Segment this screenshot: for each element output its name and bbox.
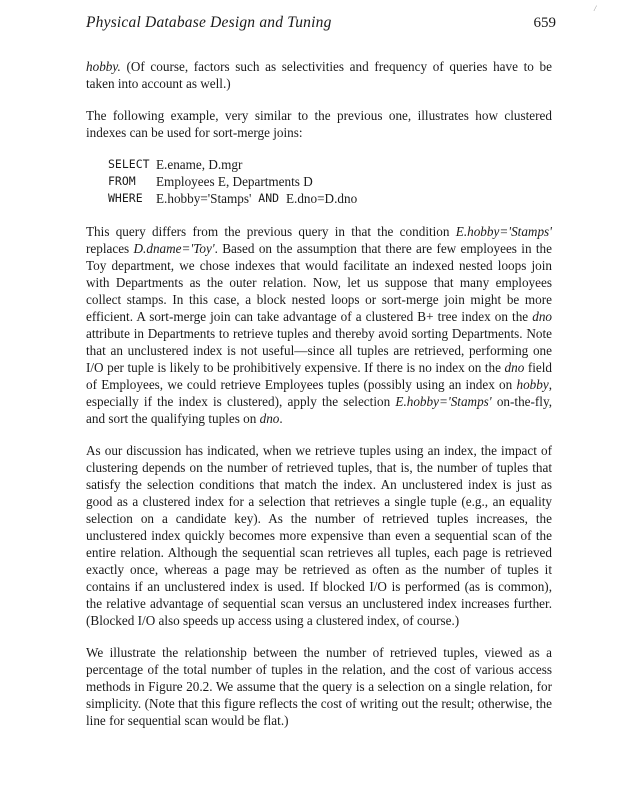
page-body [86,58,552,744]
discussion-text-3: . Based on the assumption that there are few employees in the Toy department, we chose indexes that would facilitate an indexed nested loops join with Departments as the outer relation. Now, let us suppose that many employees collect stamps. In this case, a block nested loops or sort-merge join might be more efficient. A sort-merge join can take advantage of a clustered B+ tree index on the [86,241,552,324]
intro-text: (Of course, factors such as selectivities and frequency of queries have to be taken into account as well.) [86,59,552,91]
paragraph-figure-reference: We illustrate the relationship between the number of retrieved tuples, viewed as a percentage of the total number of tuples in the relation, and the cost of various access methods in Figure 20.2. We assume that the query is a selection on a single relation, for simplicity. (Note that this figure reflects the cost of writing out the result; otherwise, the line for sequential scan would be flat.) [86,645,552,728]
discussion-text-1: This query differs from the previous query in that the condition [86,224,456,239]
discussion-emphasis-5: hobby [516,377,549,392]
discussion-emphasis-6: E.hobby='Stamps' [395,394,492,409]
sql-where-condition-1: E.hobby='Stamps' [156,191,252,206]
discussion-emphasis-2: D.dname='Toy' [133,241,215,256]
sql-select-value: E.ename, D.mgr [156,157,243,172]
discussion-text-6: , especially if the index is clustered), apply the selection [86,377,552,409]
sql-and-keyword: AND [251,191,286,205]
running-header [86,14,556,32]
discussion-text-7: on-the-fly, and sort the qualifying tuples on [86,394,552,426]
sql-where-row [108,190,552,207]
discussion-text-2: replaces [86,241,134,256]
sql-from-row [108,173,552,190]
sql-query-block [108,156,552,207]
discussion-text-4: attribute in Departments to retrieve tuples and thereby avoid sorting Departments. Note that an unclustered index is not useful—since all tuples are retrieved, performing one I/O per tuple is likely to be prohibitively expensive. If there is no index on the [86,326,552,375]
paragraph-intro [86,58,552,92]
margin-mark: / [594,4,597,13]
sql-select-keyword: SELECT [108,157,150,171]
sql-from-value: Employees E, Departments D [156,174,313,189]
paragraph-discussion [86,223,552,427]
paragraph-clustering: As our discussion has indicated, when we retrieve tuples using an index, the impact of clustering depends on the number of retrieved tuples, that is, the number of tuples that satisfy the selection conditions that match the index. An unclustered index is just as good as a clustered index for a selection that retrieves a single tuple (e.g., an equality selection on a candidate key). As the number of retrieved tuples increases, the unclustered index quickly becomes more expensive than even a sequential scan of the entire relation. Although the sequential scan retrieves all tuples, each page is retrieved exactly once, whereas a page may be retrieved as often as the number of tuples it contains if an unclustered index is used. If blocked I/O is performed (as is common), the relative advantage of sequential scan versus an unclustered index increases further. (Blocked I/O also speeds up access using a clustered index, of course.) [86,443,552,628]
sql-where-condition-2: E.dno=D.dno [285,191,358,206]
page-number: 659 [533,15,556,31]
sql-select-row [108,156,552,173]
discussion-text-5: field of Employees, we could retrieve Employees tuples (possibly using an index on [86,360,552,392]
discussion-emphasis-7: dno [259,411,280,426]
running-title: Physical Database Design and Tuning [86,14,332,31]
discussion-emphasis-1: E.hobby='Stamps' [455,224,552,239]
sql-from-keyword: FROM [108,174,136,188]
discussion-text-8: . [279,411,283,426]
discussion-emphasis-3: dno [532,309,552,324]
discussion-emphasis-4: dno [504,360,525,375]
intro-emphasis: hobby. [86,59,121,74]
sql-where-keyword: WHERE [108,191,143,205]
paragraph-example: The following example, very similar to the previous one, illustrates how clustered indexes can be used for sort-merge joins: [86,108,552,140]
